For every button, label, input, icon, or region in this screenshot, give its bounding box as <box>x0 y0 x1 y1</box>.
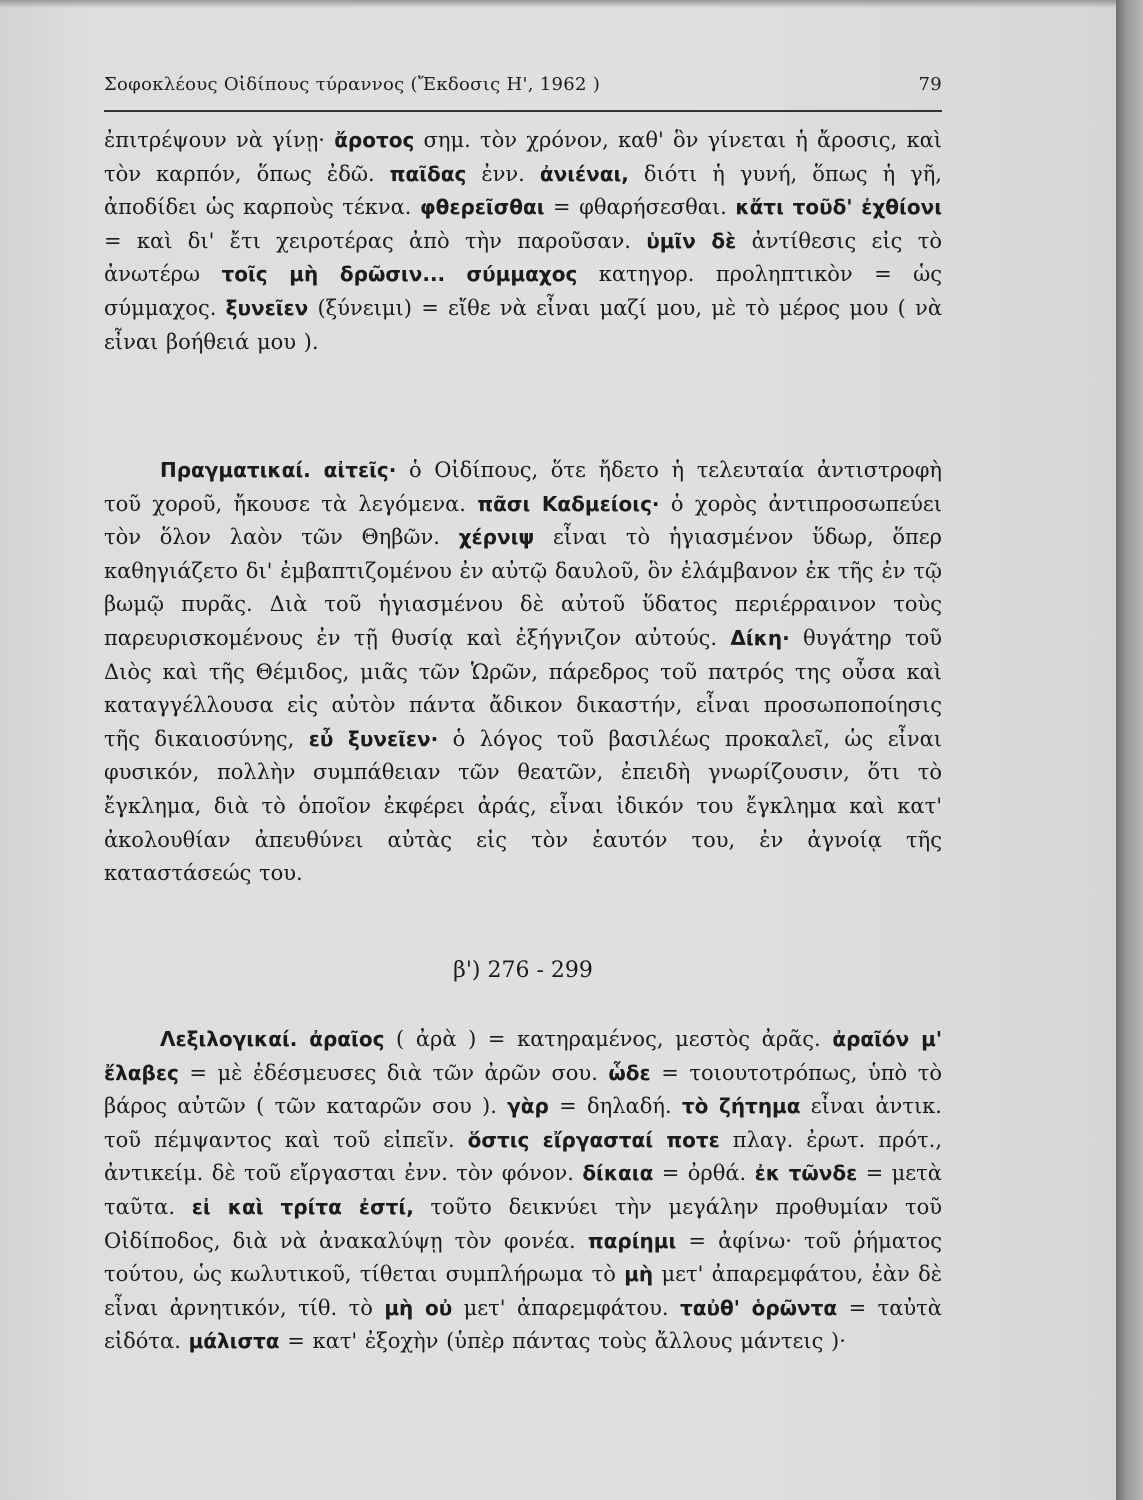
commentary-text: ἐπιτρέψουν νὰ γίνῃ· <box>104 128 335 152</box>
commentary-text: ὁ Οἰδίπους, ὅτε ἤδετο ἡ τελευταία ἀντιστροφὴ τοῦ χοροῦ, ἤκουσε τὰ λεγόμενα. <box>104 458 942 516</box>
lemma-term: ἐκ τῶνδε <box>754 1161 858 1186</box>
lemma-term: Πραγματικαί. αἰτεῖς· <box>160 458 397 482</box>
lemma-term: μὴ οὐ <box>384 1295 453 1320</box>
lemma-term: ἀνιέναι, <box>539 161 629 186</box>
lemma-term: σύμμαχος <box>466 262 578 287</box>
lemma-term: Δίκη· <box>730 625 790 650</box>
commentary-text: = μὲ ἐδέσμευσες διὰ τῶν ἀρῶν σου. <box>178 1060 609 1085</box>
running-title: Σοφοκλέους Οἰδίπους τύραννος (Ἔκδοσις Η', 1962 ) <box>104 74 601 95</box>
lemma-term: τοῖς μὴ δρῶσιν... <box>221 262 446 287</box>
lemma-term: γὰρ <box>507 1094 549 1119</box>
lemma-term: εἰ καὶ τρίτα ἐστί, <box>191 1194 414 1219</box>
commentary-text: = ἀφίνω· τοῦ ῥήματος τούτου, ὡς κωλυτικοῦ, τίθεται συμπλήρωμα τὸ <box>104 1228 942 1287</box>
lemma-term: ὧδε <box>608 1060 651 1085</box>
lemma-term: ταὐθ' ὁρῶντα <box>680 1295 838 1320</box>
commentary-text: = καὶ δι' ἔτι χειροτέρας ἀπὸ τὴν παροῦσαν. <box>104 228 647 253</box>
lemma-term: φθερεῖσθαι <box>419 195 545 220</box>
paragraph-text <box>104 124 942 359</box>
lemma-term: ξυνεῖεν <box>225 295 309 320</box>
paragraph-text <box>104 1023 942 1359</box>
commentary-text: μετ' ἀπαρεμφάτου, ἐὰν δὲ εἶναι ἀρνητικόν, τίθ. τὸ <box>104 1262 943 1320</box>
commentary-text: ὁ λόγος τοῦ βασιλέως προκαλεῖ, ὡς εἶναι φυσικόν, πολλὴν συμπάθειαν τῶν θεατῶν, ἐπειδὴ γνωρίζουσιν, ὅτι τὸ ἔγκλημα, διὰ τὸ ὁποῖον ἐκφέρει ἀράς, εἶναι ἰδικόν του ἔγκλημα καὶ κατ' ἀκολουθίαν ἀπευθύνει αὐτὰς εἰς τὸν ἑαυτόν του, ἐν ἀγνοίᾳ τῆς καταστάσεώς του. <box>104 726 943 886</box>
commentary-text: πλαγ. ἐρωτ. πρότ., ἀντικείμ. δὲ τοῦ εἴργασται ἐνν. τὸν φόνον. <box>104 1127 943 1186</box>
commentary-text: ὁ χορὸς ἀντιπροσωπεύει τὸν ὅλον λαὸν τῶν Θηβῶν. <box>104 491 943 550</box>
header-rule <box>104 110 942 112</box>
paragraph-continued-notes <box>104 124 942 359</box>
paragraph-factual-notes <box>104 454 942 891</box>
commentary-text: (ξύνειμι) = εἴθε νὰ εἶναι μαζί μου, μὲ τὸ μέρος μου ( νὰ εἶναι βοήθειά μου ). <box>104 295 943 354</box>
commentary-text: θυγάτηρ τοῦ Διὸς καὶ τῆς Θέμιδος, μιᾶς τῶν Ὡρῶν, πάρεδρος τοῦ πατρός της οὖσα καὶ καταγγέλλουσα εἰς αὐτὸν πάντα ἄδικον δικαστήν, εἶναι προσωποποίησις τῆς δικαιοσύνης, <box>104 625 942 751</box>
book-gutter-edge <box>1116 0 1143 1500</box>
commentary-text: εἶναι ἀντικ. τοῦ πέμψαντος καὶ τοῦ εἰπεῖν. <box>104 1094 942 1152</box>
commentary-text: = δηλαδή. <box>548 1094 682 1119</box>
commentary-text: = μετὰ ταῦτα. <box>104 1161 942 1219</box>
lemma-term: κἄτι τοῦδ' ἐχθίονι <box>735 195 943 220</box>
commentary-text: εἶναι τὸ ἡγιασμένον ὕδωρ, ὅπερ καθηγιάζετο δι' ἐμβαπτιζομένου ἐν αὐτῷ δαυλοῦ, ὃν ἐλάμβανον ἐκ τῆς ἐν τῷ βωμῷ πυρᾶς. Διὰ τοῦ ἡγιασμένου δὲ αὐτοῦ ὕδατος περιέρραινον τοὺς παρευρισκομένους ἐν τῇ θυσίᾳ καὶ ἐξήγνιζον αὐτούς. <box>104 525 942 650</box>
lemma-term: τὸ ζήτημα <box>681 1094 801 1119</box>
commentary-text: = φθαρήσεσθαι. <box>544 195 736 220</box>
paragraph-lexical-notes <box>104 1023 942 1359</box>
section-heading: β') 276 - 299 <box>453 958 593 983</box>
page-number: 79 <box>918 74 942 95</box>
commentary-text: κατηγορ. προληπτικὸν = ὡς σύμμαχος. <box>104 262 942 320</box>
commentary-text: ἀντίθεσις εἰς τὸ ἀνωτέρω <box>104 228 942 287</box>
commentary-text: ἐνν. <box>466 161 540 186</box>
lemma-term: μὴ <box>624 1262 654 1287</box>
commentary-text: ( ἀρὰ ) = κατηραμένος, μεστὸς ἀρᾶς. <box>384 1027 833 1051</box>
lemma-term: παῖδας <box>389 161 467 186</box>
page-top-shadow <box>0 0 1116 8</box>
lemma-term: ὅστις εἴργασταί ποτε <box>467 1127 720 1152</box>
commentary-text: διότι ἡ γυνή, ὅπως ἡ γῆ, ἀποδίδει ὡς καρποὺς τέκνα. <box>104 161 942 220</box>
lemma-term: ὑμῖν δὲ <box>646 228 737 253</box>
lemma-term: εὖ ξυνεῖεν· <box>308 726 439 751</box>
commentary-text: = τοιουτοτρόπως, ὑπὸ τὸ βάρος αὐτῶν ( τῶν καταρῶν σου ). <box>104 1060 942 1119</box>
commentary-text: τοῦτο δεικνύει τὴν μεγάλην προθυμίαν τοῦ Οἰδίποδος, διὰ νὰ ἀνακαλύψῃ τὸν φονέα. <box>104 1194 943 1253</box>
commentary-text: σημ. τὸν χρόνον, καθ' ὃν γίνεται ἡ ἄροσις, καὶ τὸν καρπόν, ὅπως ἐδῶ. <box>104 128 942 186</box>
commentary-text: = κατ' ἐξοχὴν (ὑπὲρ πάντας τοὺς ἄλλους μάντεις )· <box>279 1329 846 1354</box>
lemma-term: παρίημι <box>587 1228 677 1253</box>
lemma-term: δίκαια <box>582 1161 654 1186</box>
commentary-text: = ὀρθά. <box>653 1161 755 1186</box>
lemma-term: ἄροτος <box>334 128 415 152</box>
lemma-term: χέρνιψ <box>458 525 535 550</box>
commentary-text: μετ' ἀπαρεμφάτου. <box>452 1295 681 1320</box>
lemma-term: ἀραῖόν μ' ἔλαβες <box>104 1027 943 1085</box>
running-header <box>104 74 942 104</box>
paragraph-text <box>104 454 942 891</box>
commentary-text <box>445 262 466 286</box>
lemma-term: πᾶσι Καδμείοις· <box>477 491 660 516</box>
lemma-term: μάλιστα <box>188 1329 280 1354</box>
lemma-term: Λεξιλογικαί. ἀραῖος <box>160 1027 385 1051</box>
commentary-text: = ταὐτὰ εἰδότα. <box>104 1295 942 1354</box>
